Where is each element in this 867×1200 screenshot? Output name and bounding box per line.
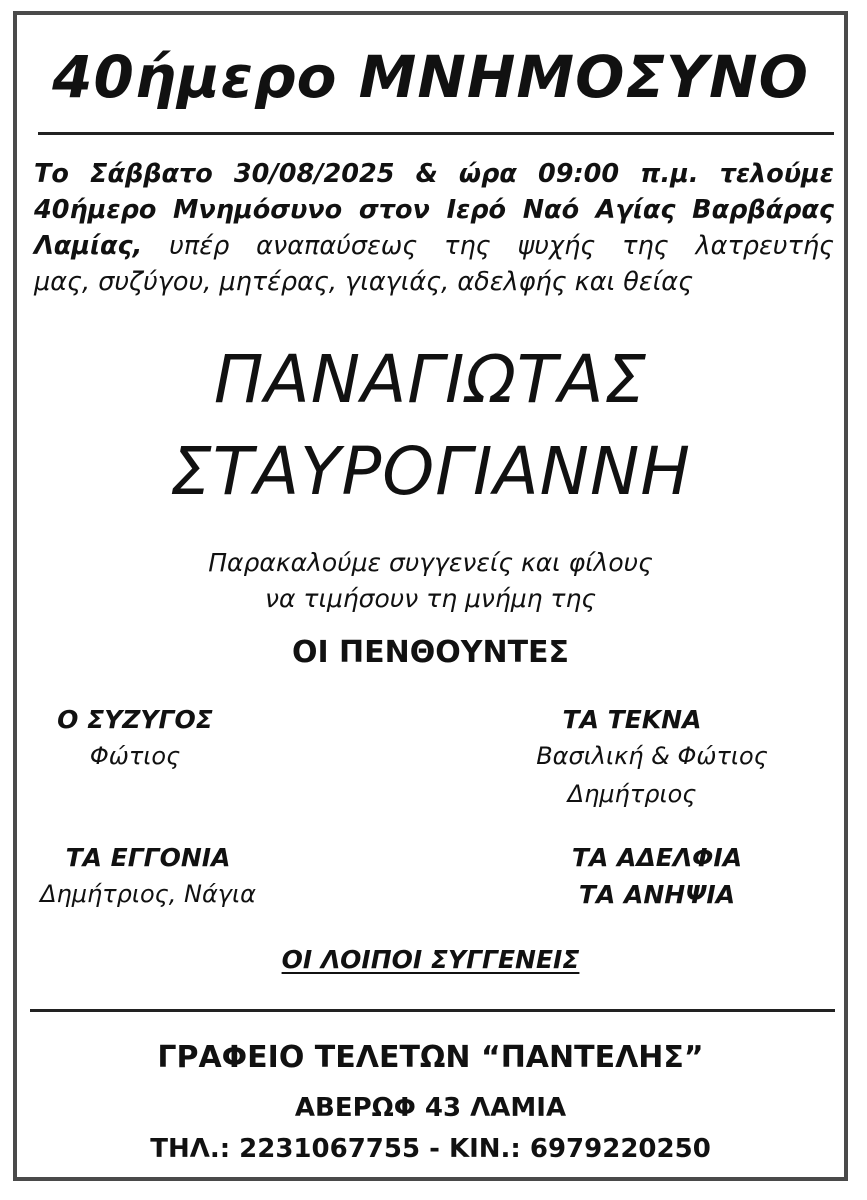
spouse-label: Ο ΣΥΖΥΓΟΣ (57, 705, 213, 734)
intro-paragraph (34, 156, 834, 300)
bottom-divider (30, 1009, 835, 1012)
deceased-first-name: ΠΑΝΑΓΙΩΤΑΣ (213, 341, 648, 418)
grandchildren-label: ΤΑ ΕΓΓΟΝΙΑ (65, 843, 231, 872)
intro-line-2: 40ήμερο Μνημόσυνο στον Ιερό Ναό Αγίας Βαρβάρας (34, 195, 834, 225)
grandchildren-names: Δημήτριος, Νάγια (40, 880, 256, 908)
children-line-1: Βασιλική & Φώτιος (536, 742, 768, 770)
children-line-2: Δημήτριος (567, 780, 697, 808)
funeral-office-address: ΑΒΕΡΩΦ 43 ΛΑΜΙΑ (294, 1093, 567, 1123)
intro-line-3: Λαμίας, υπέρ αναπαύσεως της ψυχής της λατρευτής (34, 231, 834, 261)
nephews-label: ΤΑ ΑΝΗΨΙΑ (578, 880, 736, 909)
siblings-label: ΤΑ ΑΔΕΛΦΙΑ (571, 843, 743, 872)
other-relatives: ΟΙ ΛΟΙΠΟΙ ΣΥΓΓΕΝΕΙΣ (281, 945, 580, 974)
request-line-2: να τιμήσουν τη μνήμη της (265, 584, 596, 613)
request-line-1: Παρακαλούμε συγγενείς και φίλους (208, 548, 653, 577)
request-text (17, 545, 844, 617)
funeral-office-name: ΓΡΑΦΕΙΟ ΤΕΛΕΤΩΝ “ΠΑΝΤΕΛΗΣ” (157, 1040, 704, 1075)
memorial-notice (13, 11, 848, 1181)
deceased-last-name: ΣΤΑΥΡΟΓΙΑΝΝΗ (170, 433, 691, 510)
top-divider (38, 132, 834, 135)
spouse-name: Φώτιος (89, 742, 181, 770)
intro-line-4: μας, συζύγου, μητέρας, γιαγιάς, αδελφής και θείας (34, 267, 694, 297)
intro-line-1: Το Σάββατο 30/08/2025 & ώρα 09:00 π.μ. τελούμε (34, 159, 834, 189)
funeral-office-phones: ΤΗΛ.: 2231067755 - ΚΙΝ.: 6979220250 (150, 1134, 711, 1164)
children-label: ΤΑ ΤΕΚΝΑ (562, 705, 702, 734)
mourners-heading: ΟΙ ΠΕΝΘΟΥΝΤΕΣ (291, 635, 570, 670)
notice-title: 40ήμερο ΜΝΗΜΟΣΥΝΟ (52, 43, 809, 111)
